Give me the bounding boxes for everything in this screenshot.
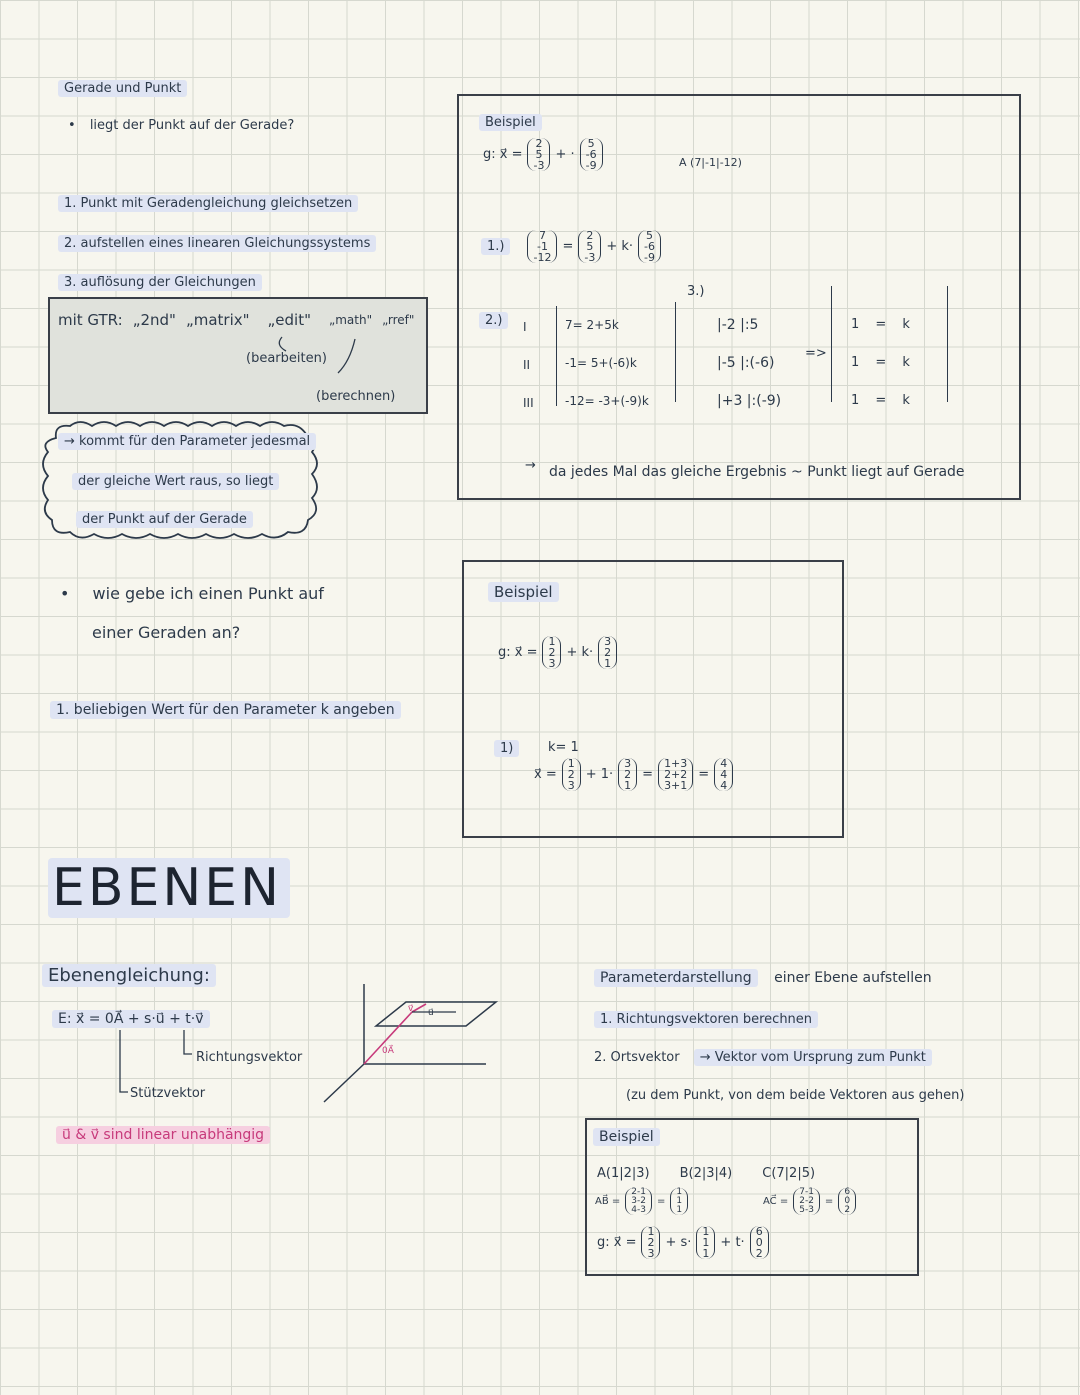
conclusion-arrow: →: [525, 458, 536, 473]
example1-title: Beispiel: [479, 114, 542, 131]
key-edit: „edit": [267, 311, 312, 329]
ab-vector-row: AB⃗ = 2-1 3-2 4-3 = 1 1 1: [595, 1188, 688, 1215]
diagram-v-label: v⃗: [408, 1004, 414, 1014]
param-example-title: Beispiel: [593, 1128, 660, 1146]
ebenengleichung: E: x⃗ = 0A⃗ + s·u⃗ + t·v⃗: [52, 1010, 210, 1028]
lhs-vector: 7 -1 -12: [527, 230, 557, 263]
bullet-icon: •: [68, 118, 76, 133]
key-2nd: „2nd": [132, 311, 176, 329]
step1-label: 1.): [481, 238, 510, 255]
plane-diagram: [316, 284, 516, 1124]
bullet-icon: •: [60, 584, 70, 603]
g-label-2: g: x⃗ =: [498, 645, 538, 660]
example2-box: Beispiel g: x⃗ = 1 2 3 + k· 3 2 1 1) k= 1 x⃗ = 1 2 3 + 1· 3 2 1 = 1+3 2+2 3+1 = 4 4 4: [462, 560, 844, 838]
cloud-line-1: → kommt für den Parameter jedesmal: [58, 434, 316, 449]
linear-independent-note: u⃗ & v⃗ sind linear unabhängig: [56, 1126, 270, 1144]
result-vector: 4 4 4: [714, 758, 733, 791]
sum-vector: 1+3 2+2 3+1: [658, 758, 693, 791]
key-matrix: „matrix": [185, 311, 250, 329]
param-step2: 2. Ortsvektor → Vektor vom Ursprung zum Punkt: [594, 1050, 932, 1065]
operations: |-2 |:5 |-5 |:(-6) |+3 |:(-9): [717, 317, 782, 409]
plus-k: + k·: [606, 239, 634, 254]
question-punkt-2: einer Geraden an?: [92, 623, 241, 642]
step-label: 1): [494, 740, 519, 757]
conclusion: da jedes Mal das gleiche Ergebnis ~ Punkt liegt auf Gerade: [549, 464, 965, 480]
param-step1: 1. Richtungsvektoren berechnen: [594, 1012, 818, 1027]
section-title: Gerade und Punkt: [58, 80, 187, 97]
cloud-line-2: der gleiche Wert raus, so liegt: [72, 474, 279, 489]
question-liegt: • liegt der Punkt auf der Gerade?: [68, 118, 295, 133]
direction-vector-4: 3 2 1: [618, 758, 637, 791]
example1-box: [457, 94, 1021, 500]
step-3: 3. auflösung der Gleichungen: [58, 274, 262, 291]
support-vector-2: 2 5 -3: [578, 230, 601, 263]
note-edit: (bearbeiten): [246, 351, 327, 366]
diagram-oa-label: 0A⃗: [382, 1046, 394, 1056]
example2-title: Beispiel: [488, 582, 559, 602]
step-2: 2. aufstellen eines linearen Gleichungssystems: [58, 235, 376, 252]
equals: =: [562, 239, 574, 254]
plus: + ·: [555, 147, 575, 162]
key-math: „math": [329, 313, 373, 327]
plus-k-2: + k·: [566, 645, 594, 660]
plus-one: + 1·: [585, 767, 614, 782]
step-point: 1. beliebigen Wert für den Parameter k angeben: [50, 702, 401, 718]
results: 1 = k 1 = k 1 = k: [851, 317, 910, 408]
plane-equation-row: g: x⃗ = 1 2 3 + s· 1 1 1 + t· 6 0 2: [597, 1226, 769, 1259]
implies-arrow: =>: [805, 346, 827, 361]
param-points: A(1|2|3) B(2|3|4) C(7|2|5): [597, 1166, 816, 1181]
step2-label: 2.): [479, 312, 508, 329]
label-richtungsvektor: Richtungsvektor: [196, 1050, 303, 1065]
x-label: x⃗ =: [534, 767, 557, 782]
step3-label: 3.): [687, 284, 705, 299]
question-punkt: • wie gebe ich einen Punkt auf: [60, 584, 324, 603]
param-example-box: [585, 1118, 919, 1276]
direction-vector: 5 -6 -9: [580, 138, 603, 171]
direction-vector-2: 5 -6 -9: [638, 230, 661, 263]
key-rref: „rref": [382, 313, 415, 327]
diagram-u-label: u⃗: [428, 1008, 434, 1018]
ebenen-title: EBENEN: [48, 858, 290, 918]
param-step2-note: (zu dem Punkt, von dem beide Vektoren aus gehen): [626, 1088, 965, 1103]
ac-vector-row: AC⃗ = 7-1 2-2 5-3 = 6 0 2: [763, 1188, 856, 1215]
equations: 7= 2+5k -1= 5+(-6)k -12= -3+(-9)k: [556, 306, 649, 406]
g-label: g: x⃗ =: [483, 147, 523, 162]
k-value: k= 1: [548, 740, 579, 755]
direction-vector-3: 3 2 1: [598, 636, 617, 669]
support-vector-3: 1 2 3: [542, 636, 561, 669]
label-stuetzvektor: Stützvektor: [130, 1086, 206, 1101]
support-vector: 2 5 -3: [527, 138, 550, 171]
step-1: 1. Punkt mit Geradengleichung gleichsetzen: [58, 195, 358, 212]
gtr-prefix: mit GTR:: [58, 311, 123, 329]
support-vector-4: 1 2 3: [562, 758, 581, 791]
note-rref: (berechnen): [316, 389, 396, 404]
cloud-line-3: der Punkt auf der Gerade: [76, 512, 253, 527]
ebenengleichung-heading: Ebenengleichung:: [42, 964, 216, 987]
point-a: A (7|-1|-12): [679, 156, 742, 169]
param-heading: Parameterdarstellung einer Ebene aufstellen: [594, 970, 932, 986]
roman-numerals: I II III: [523, 320, 534, 410]
